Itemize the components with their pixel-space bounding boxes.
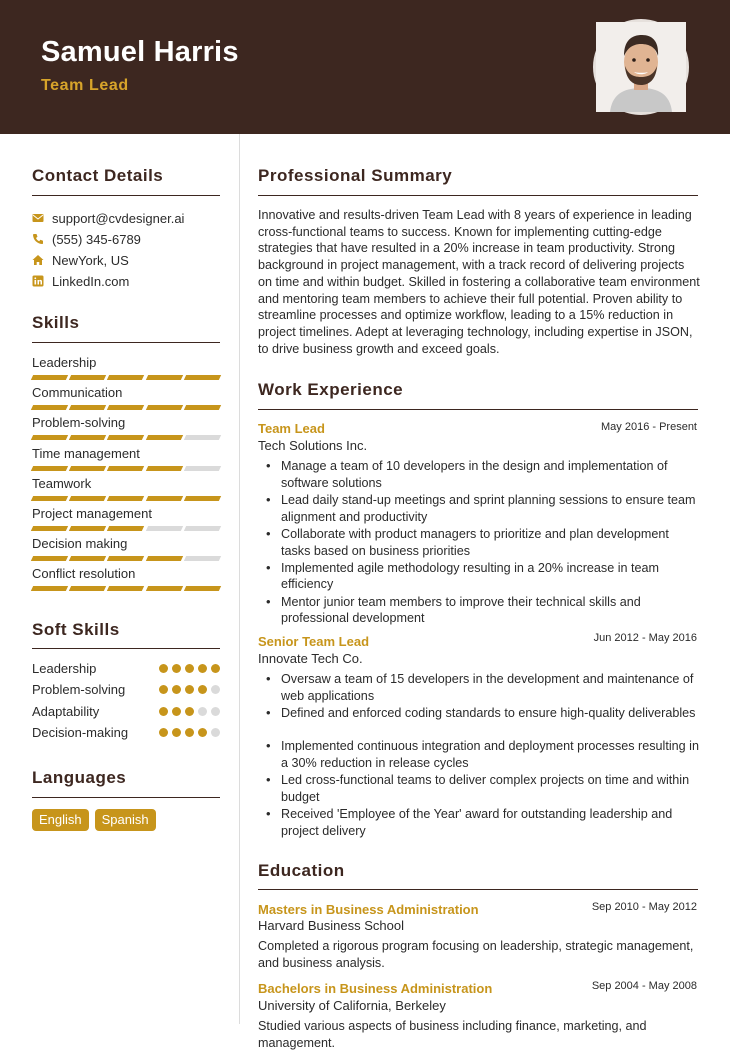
contact-location [32, 252, 129, 268]
job-bullet: • Collaborate with product managers to prioritize and plan development tasks based on business priorities [258, 526, 700, 559]
rating-dot [185, 728, 194, 737]
skill-level-segment [145, 435, 183, 440]
job-bullet: • Oversaw a team of 15 developers in the development and maintenance of web applications [258, 671, 700, 704]
job-title: Senior Team Lead [258, 634, 370, 649]
soft-skill-label: Problem-solving [32, 682, 126, 697]
rating-dot [172, 664, 181, 673]
rating-dot [159, 685, 168, 694]
degree-date: Sep 2004 - May 2008 [591, 980, 697, 992]
skill-level-segment [184, 526, 222, 531]
skills-rule [32, 342, 220, 343]
rating-dot [159, 707, 168, 716]
skill-label: Time management [32, 446, 140, 461]
rating-dot [198, 728, 207, 737]
job-title: Team Lead [258, 421, 325, 436]
column-divider [239, 134, 240, 1024]
contact-location-text: NewYork, US [52, 252, 129, 268]
skill-level-bar [32, 405, 220, 410]
language-tag: Spanish [95, 809, 156, 831]
skill-level-segment [107, 405, 145, 410]
skill-level-segment [145, 375, 183, 380]
language-tag: English [32, 809, 89, 831]
skill-level-segment [31, 405, 69, 410]
skill-level-segment [107, 375, 145, 380]
skill-level-segment [69, 526, 107, 531]
rating-dot [159, 728, 168, 737]
job-company: Tech Solutions Inc. [258, 438, 368, 453]
skill-level-segment [69, 586, 107, 591]
soft-skill-label: Leadership [32, 661, 97, 676]
soft-skill-rating [159, 707, 220, 716]
soft-skill-rating [159, 664, 220, 673]
skill-label: Leadership [32, 355, 97, 370]
rating-dot [159, 664, 168, 673]
languages-section-title: Languages [32, 768, 127, 787]
skill-level-bar [32, 466, 220, 471]
job-bullet: • Mentor junior team members to improve their technical skills and professional development [258, 594, 700, 627]
contact-linkedin-text: LinkedIn.com [52, 273, 130, 289]
contact-phone[interactable] [32, 231, 141, 247]
skill-level-segment [107, 435, 145, 440]
skill-level-segment [31, 586, 69, 591]
skill-level-segment [184, 496, 222, 501]
job-company: Innovate Tech Co. [258, 651, 363, 666]
job-bullet: • Defined and enforced coding standards to ensure high-quality deliverables [258, 705, 700, 722]
skill-level-segment [69, 556, 107, 561]
email-icon [32, 212, 44, 224]
skill-label: Conflict resolution [32, 566, 136, 581]
skill-level-segment [31, 466, 69, 471]
skill-level-bar [32, 586, 220, 591]
soft-skill-rating [159, 685, 220, 694]
skill-level-segment [31, 496, 69, 501]
language-tags [32, 809, 156, 831]
rating-dot [198, 707, 207, 716]
soft-skill-rating [159, 728, 220, 737]
summary-rule [258, 195, 698, 196]
contact-email[interactable] [32, 210, 184, 226]
skill-level-bar [32, 435, 220, 440]
skill-level-bar [32, 375, 220, 380]
skill-level-bar [32, 556, 220, 561]
rating-dot [172, 707, 181, 716]
skill-level-segment [145, 556, 183, 561]
job-bullet: • Lead daily stand-up meetings and sprint planning sessions to ensure team alignment and productivity [258, 492, 700, 525]
contact-linkedin[interactable] [32, 273, 129, 289]
rating-dot [198, 664, 207, 673]
soft-skill-row [32, 704, 220, 720]
degree-description: Completed a rigorous program focusing on leadership, strategic management, and business analysis. [258, 939, 694, 970]
education-rule [258, 889, 698, 890]
rating-dot [211, 707, 220, 716]
profile-photo [593, 19, 689, 115]
rating-dot [185, 685, 194, 694]
skill-level-segment [145, 526, 183, 531]
skill-level-segment [107, 556, 145, 561]
skill-level-segment [107, 466, 145, 471]
skill-label: Decision making [32, 536, 128, 551]
soft-skill-row [32, 661, 220, 677]
soft-skills-section-title: Soft Skills [32, 620, 120, 639]
summary-text: Innovative and results-driven Team Lead with 8 years of experience in leading cross-functional teams to success. Known for implementing cutting-edge strategies that have resulted in a 20% increase in team productivity. Strong background in project management, with a track record of delivering projects on time and within budget. Skilled in fostering a collaborative team environment and mentoring team members to achieve their full potential. Proven ability to streamline processes and optimize workflow, leading to a 15% reduction in project timelines. Adept at leveraging technology, including expertise in JSON, to drive business growth and exceed goals. [258, 208, 700, 356]
degree-title: Bachelors in Business Administration [258, 981, 493, 996]
skill-level-segment [107, 586, 145, 591]
resume-header [0, 0, 730, 134]
degree-date: Sep 2010 - May 2012 [591, 901, 697, 913]
skill-level-segment [184, 405, 222, 410]
candidate-name: Samuel Harris [41, 36, 239, 68]
skill-level-segment [31, 435, 69, 440]
skill-level-segment [184, 556, 222, 561]
skill-level-segment [184, 435, 222, 440]
skill-level-bar [32, 526, 220, 531]
skill-level-segment [69, 405, 107, 410]
skill-level-segment [184, 466, 222, 471]
contact-rule [32, 195, 220, 196]
experience-rule [258, 409, 698, 410]
school-name: University of California, Berkeley [258, 998, 446, 1013]
job-date: May 2016 - Present [601, 421, 697, 433]
skill-level-segment [107, 496, 145, 501]
rating-dot [211, 685, 220, 694]
skill-level-segment [107, 526, 145, 531]
soft-skill-label: Adaptability [32, 704, 100, 719]
rating-dot [172, 685, 181, 694]
job-bullet: • Implemented continuous integration and deployment processes resulting in a 30% reduction in release cycles [258, 738, 700, 771]
job-date: Jun 2012 - May 2016 [593, 632, 697, 644]
skill-label: Communication [32, 385, 123, 400]
soft-skill-row [32, 725, 220, 741]
rating-dot [172, 728, 181, 737]
skill-level-segment [69, 375, 107, 380]
job-bullets [258, 671, 700, 840]
skill-level-bar [32, 496, 220, 501]
skill-level-segment [31, 375, 69, 380]
skill-level-segment [69, 435, 107, 440]
contact-phone-text: (555) 345-6789 [52, 231, 141, 247]
summary-section-title: Professional Summary [258, 166, 453, 185]
skill-label: Project management [32, 506, 152, 521]
degree-title: Masters in Business Administration [258, 902, 479, 917]
skills-section-title: Skills [32, 313, 80, 332]
soft-skill-row [32, 682, 220, 698]
rating-dot [185, 664, 194, 673]
rating-dot [211, 664, 220, 673]
skill-label: Teamwork [32, 476, 92, 491]
skill-level-segment [69, 496, 107, 501]
candidate-role: Team Lead [41, 77, 129, 94]
soft-skills-rule [32, 648, 220, 649]
job-bullet: • Led cross-functional teams to deliver complex projects on time and within budget [258, 772, 700, 805]
home-icon [32, 254, 44, 266]
skill-label: Problem-solving [32, 415, 126, 430]
job-bullet: • Implemented agile methodology resulting in a 20% increase in team efficiency [258, 560, 700, 593]
skill-level-segment [145, 466, 183, 471]
skill-level-segment [69, 466, 107, 471]
rating-dot [198, 685, 207, 694]
person-portrait-icon [596, 22, 686, 112]
skill-level-segment [31, 556, 69, 561]
linkedin-icon [32, 275, 44, 287]
soft-skill-label: Decision-making [32, 725, 129, 740]
skill-level-segment [145, 586, 183, 591]
skill-level-segment [184, 375, 222, 380]
skill-level-segment [184, 586, 222, 591]
job-bullets [258, 458, 700, 628]
job-bullet: • Received 'Employee of the Year' award for outstanding leadership and project delivery [258, 806, 700, 839]
rating-dot [211, 728, 220, 737]
degree-description: Studied various aspects of business including finance, marketing, and management. [258, 1019, 647, 1050]
skill-level-segment [31, 526, 69, 531]
rating-dot [185, 707, 194, 716]
skill-level-segment [145, 496, 183, 501]
skill-level-segment [145, 405, 183, 410]
job-bullet: • Manage a team of 10 developers in the design and implementation of software solutions [258, 458, 700, 491]
contact-email-text: support@cvdesigner.ai [52, 210, 185, 226]
school-name: Harvard Business School [258, 918, 404, 933]
languages-rule [32, 797, 220, 798]
phone-icon [32, 233, 44, 245]
contact-section-title: Contact Details [32, 166, 164, 185]
experience-section-title: Work Experience [258, 380, 404, 399]
education-section-title: Education [258, 861, 345, 880]
